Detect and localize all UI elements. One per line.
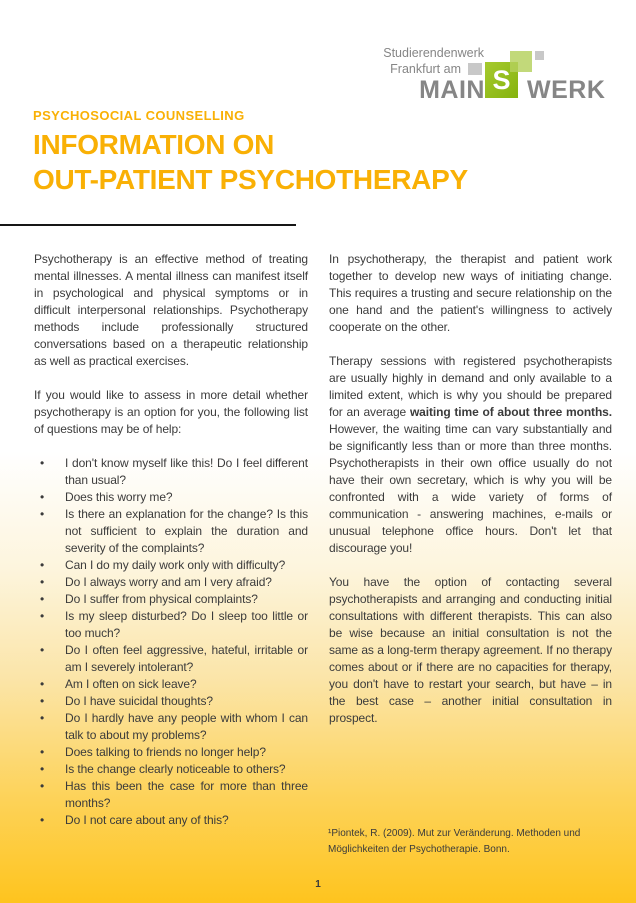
- right-column: [329, 251, 612, 829]
- question-item: • Is there an explanation for the change? Is this not sufficient to explain the duration and severity of the complaints?: [34, 506, 308, 557]
- list-intro-paragraph: If you would like to assess in more detail whether psychotherapy is an option for you, the following list of questions may be of help:: [34, 388, 308, 436]
- question-item: • I don't know myself like this! Do I feel different than usual?: [34, 455, 308, 489]
- logo-small-gray-square-icon: [535, 51, 544, 60]
- logo-text-werk: WERK: [527, 76, 606, 104]
- page-title: [33, 127, 468, 197]
- horizontal-rule: [0, 224, 296, 226]
- logo-lightgreen-square-icon: [510, 51, 532, 72]
- self-check-question-list: [34, 455, 308, 829]
- studierendenwerk-logo: [383, 44, 606, 106]
- waiting-time-text-before: Therapy sessions with registered psychotherapists are usually highly in demand and only available to a limited extent, which is why you should be prepared for an average: [329, 354, 612, 419]
- question-item: • Do I always worry and am I very afraid?: [34, 574, 308, 591]
- therapy-paragraph: In psychotherapy, the therapist and patient work together to develop new ways of initiating change. This requires a trusting and secure relationship on the one hand and the patient's willingness to actively cooperate on the other.: [329, 252, 612, 334]
- section-kicker: PSYCHOSOCIAL COUNSELLING: [33, 108, 245, 123]
- logo-gray-square-icon: [468, 63, 482, 75]
- waiting-time-text-after: However, the waiting time can vary substantially and be significantly less than or more than three months. Psychotherapists in their own office usually do not have their own secretary, which is why you will be confronted with a wide variety of forms of communication - answering machines, e-mails or unusual telephone office hours. Don't let that discourage you!: [329, 422, 612, 555]
- logo-letter-s: S: [492, 65, 511, 95]
- left-column: [34, 251, 308, 829]
- waiting-time-paragraph: [329, 353, 612, 557]
- page-title-line1: INFORMATION ON: [33, 129, 275, 160]
- question-item: • Does this worry me?: [34, 489, 308, 506]
- question-item: • Do I not care about any of this?: [34, 812, 308, 829]
- page-number: 1: [315, 879, 321, 890]
- question-item: • Has this been the case for more than three months?: [34, 778, 308, 812]
- intro-paragraph: Psychotherapy is an effective method of treating mental illnesses. A mental illness can manifest itself in psychological and physical symptoms or in difficult interpersonal relationships. Psychotherapy methods include professionally structured conversations based on a therapeutic relationship as well as practical exercises.: [34, 252, 308, 368]
- question-item: • Do I often feel aggressive, hateful, irritable or am I severely intolerant?: [34, 642, 308, 676]
- question-item: • Can I do my daily work only with difficulty?: [34, 557, 308, 574]
- logo-text-studierendenwerk: Studierendenwerk: [383, 46, 484, 60]
- question-item: • Is my sleep disturbed? Do I sleep too little or too much?: [34, 608, 308, 642]
- waiting-time-bold: waiting time of about three months.: [409, 405, 612, 419]
- question-item: • Do I have suicidal thoughts?: [34, 693, 308, 710]
- footnote-reference: ¹Piontek, R. (2009). Mut zur Veränderung. Methoden und Möglichkeiten der Psychotherapie. Bonn.: [328, 828, 581, 855]
- question-item: • Am I often on sick leave?: [34, 676, 308, 693]
- page-title-line2: OUT-PATIENT PSYCHOTHERAPY: [33, 164, 468, 195]
- logo-text-main: MAIN: [419, 76, 485, 104]
- question-item: • Is the change clearly noticeable to others?: [34, 761, 308, 778]
- body-columns: [34, 251, 612, 829]
- logo-text-frankfurt-am: Frankfurt am: [390, 62, 461, 76]
- consultation-paragraph: You have the option of contacting several psychotherapists and arranging and conducting initial consultations with different therapists. This can also be wise because an initial consultation is not the same as a long-term therapy agreement. If no therapy comes about or if there are no capacities for therapy, you don't have to restart your search, but have – in the best case – another initial consultation in prospect.: [329, 575, 612, 725]
- question-item: • Do I suffer from physical complaints?: [34, 591, 308, 608]
- question-item: • Does talking to friends no longer help?: [34, 744, 308, 761]
- question-item: • Do I hardly have any people with whom I can talk to about my problems?: [34, 710, 308, 744]
